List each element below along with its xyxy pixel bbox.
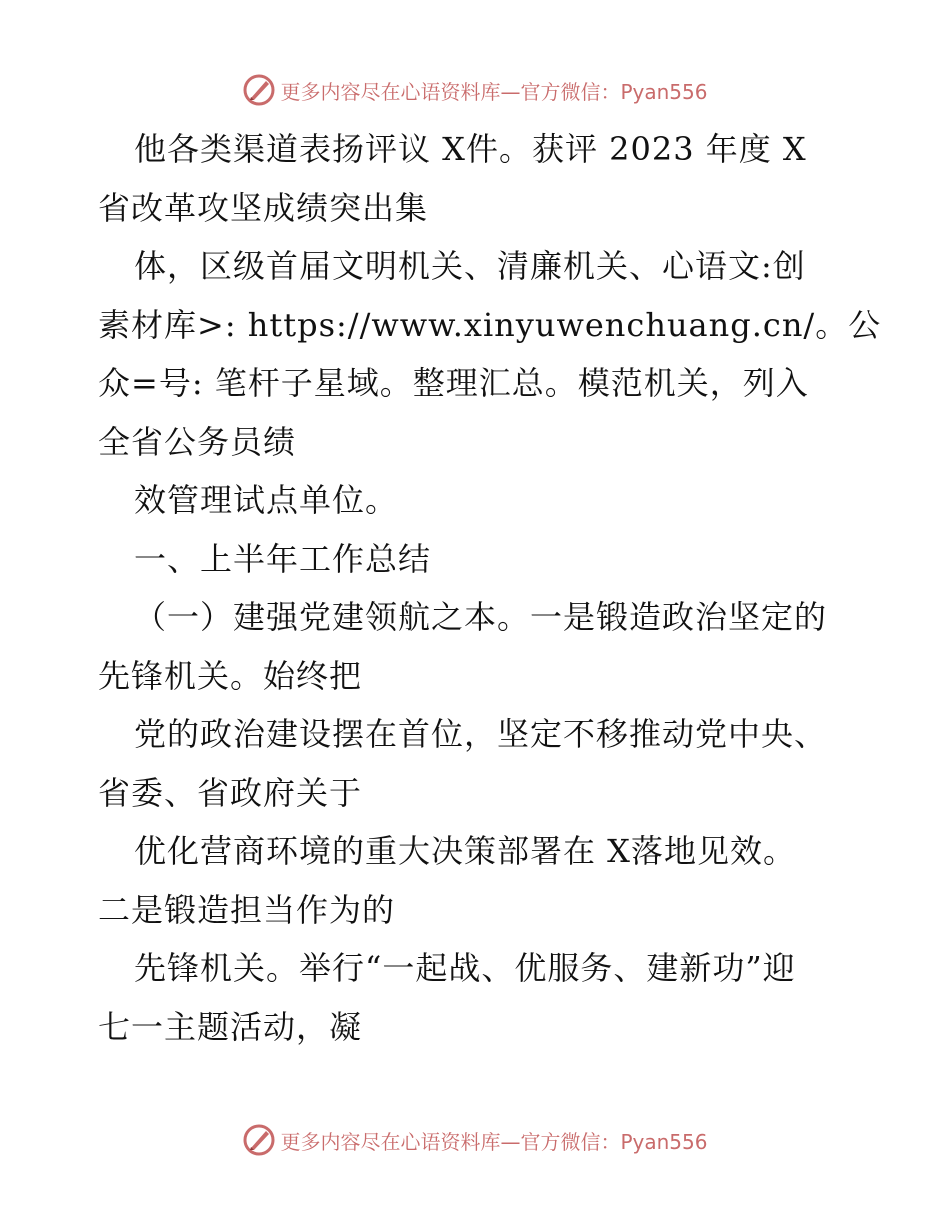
doc-line: 体，区级首届文明机关、清廉机关、心语文:创 <box>134 247 806 285</box>
doc-line: 他各类渠道表扬评议 X件。获评 2023 年度 X <box>134 130 807 168</box>
section-heading: 一、上半年工作总结 <box>134 539 432 578</box>
doc-line: 素材库>: https://www.xinyuwenchuang.cn/。公 <box>98 305 882 344</box>
doc-line: 二是锻造担当作为的 <box>98 890 396 929</box>
doc-line: 党的政治建设摆在首位，坚定不移推动党中央、 <box>134 715 828 753</box>
doc-line: 优化营商环境的重大决策部署在 X落地见效。 <box>134 832 796 870</box>
document-body <box>98 120 882 1056</box>
doc-line: 省改革攻坚成绩突出集 <box>98 188 429 227</box>
doc-line: （一）建强党建领航之本。一是锻造政治坚定的 <box>134 598 828 636</box>
doc-line: 众=号: 笔杆子星域。整理汇总。模范机关，列入 <box>98 364 809 402</box>
doc-line: 先锋机关。举行“一起战、优服务、建新功”迎 <box>134 949 796 987</box>
doc-line: 全省公务员绩 <box>98 422 297 461</box>
doc-line: 效管理试点单位。 <box>134 481 399 519</box>
quill-pen-seal-icon <box>242 1123 276 1157</box>
quill-pen-seal-icon <box>242 73 276 107</box>
header-watermark-text: 更多内容尽在心语资料库—官方微信：Pyan556 <box>280 79 708 104</box>
doc-line: 七一主题活动，凝 <box>98 1007 363 1046</box>
header-watermark <box>0 70 950 110</box>
doc-line: 先锋机关。始终把 <box>98 656 363 695</box>
doc-line: 省委、省政府关于 <box>98 773 363 812</box>
footer-watermark-text: 更多内容尽在心语资料库—官方微信：Pyan556 <box>280 1129 708 1154</box>
footer-watermark <box>0 1120 950 1160</box>
